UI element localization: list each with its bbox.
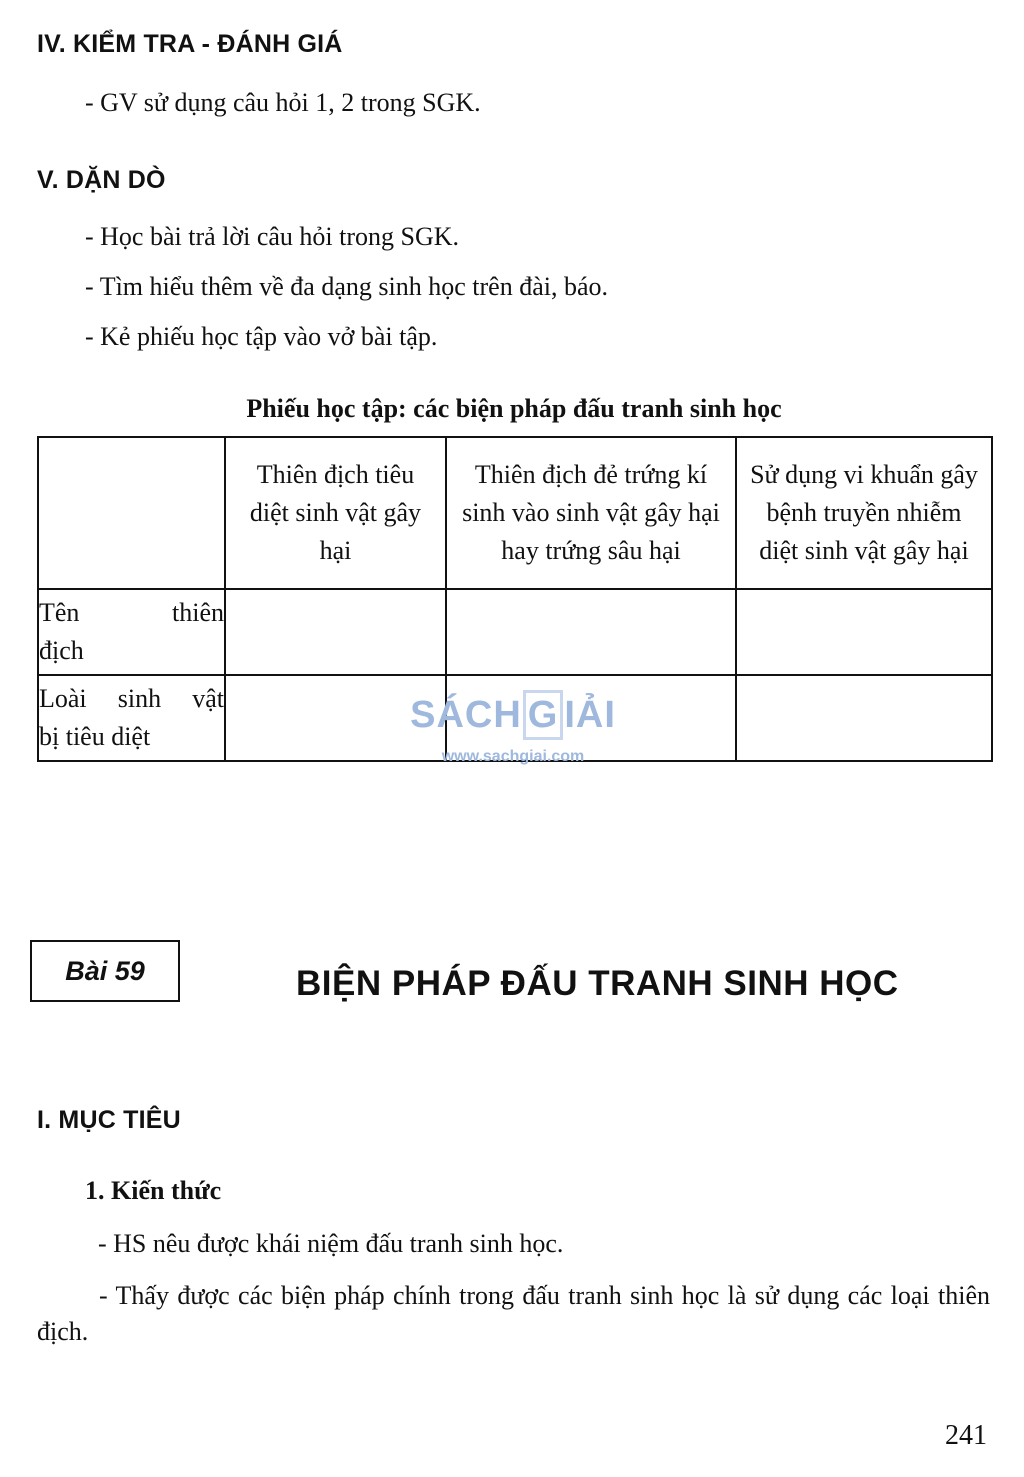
table-row: [38, 589, 992, 675]
lesson-number-box: [30, 940, 180, 1002]
row-label-destroyed-species: Loài sinh vật bị tiêu diệt: [38, 675, 225, 761]
table-header-cell: [38, 437, 225, 589]
table-cell: [225, 675, 446, 761]
section-v-item: - Kẻ phiếu học tập vào vở bài tập.: [85, 322, 438, 351]
section-i-item: - HS nêu được khái niệm đấu tranh sinh học.: [98, 1229, 564, 1258]
section-v-heading: V. DẶN DÒ: [37, 166, 166, 194]
watermark-logo: SÁCH G IẢI: [408, 690, 618, 740]
watermark-url: www.sachgiai.com: [441, 748, 585, 765]
table-cell: [225, 589, 446, 675]
lesson-title: BIỆN PHÁP ĐẤU TRANH SINH HỌC: [296, 964, 899, 1003]
section-iv-heading: IV. KIỂM TRA - ĐÁNH GIÁ: [37, 30, 343, 58]
worksheet-caption: Phiếu học tập: các biện pháp đấu tranh sinh học: [246, 394, 782, 423]
table-cell: [736, 675, 992, 761]
table-header-cell: Thiên địch đẻ trứng kí sinh vào sinh vật gây hại hay trứng sâu hại: [446, 437, 736, 589]
section-iv-item: - GV sử dụng câu hỏi 1, 2 trong SGK.: [85, 88, 481, 117]
row-label-natural-enemy: Tên thiên địch: [38, 589, 225, 675]
section-v-item: - Tìm hiểu thêm về đa dạng sinh học trên đài, báo.: [85, 272, 608, 301]
worksheet-table: [37, 436, 993, 762]
table-header-row: [38, 437, 992, 589]
table-header-cell: Sử dụng vi khuẩn gây bệnh truyền nhiễm diệt sinh vật gây hại: [736, 437, 992, 589]
table-cell: [446, 675, 736, 761]
table-cell: [446, 589, 736, 675]
section-i-heading: I. MỤC TIÊU: [37, 1106, 181, 1134]
section-i-paragraph: - Thấy được các biện pháp chính trong đấu tranh sinh học là sử dụng các loại thiên địch.: [37, 1281, 990, 1346]
section-v-item: - Học bài trả lời câu hỏi trong SGK.: [85, 222, 460, 251]
table-cell: [736, 589, 992, 675]
page-number: 241: [945, 1420, 987, 1451]
table-row: [38, 675, 992, 761]
lesson-number: Bài 59: [65, 955, 145, 986]
section-i-subheading: 1. Kiến thức: [85, 1176, 222, 1205]
table-header-cell: Thiên địch tiêu diệt sinh vật gây hại: [225, 437, 446, 589]
